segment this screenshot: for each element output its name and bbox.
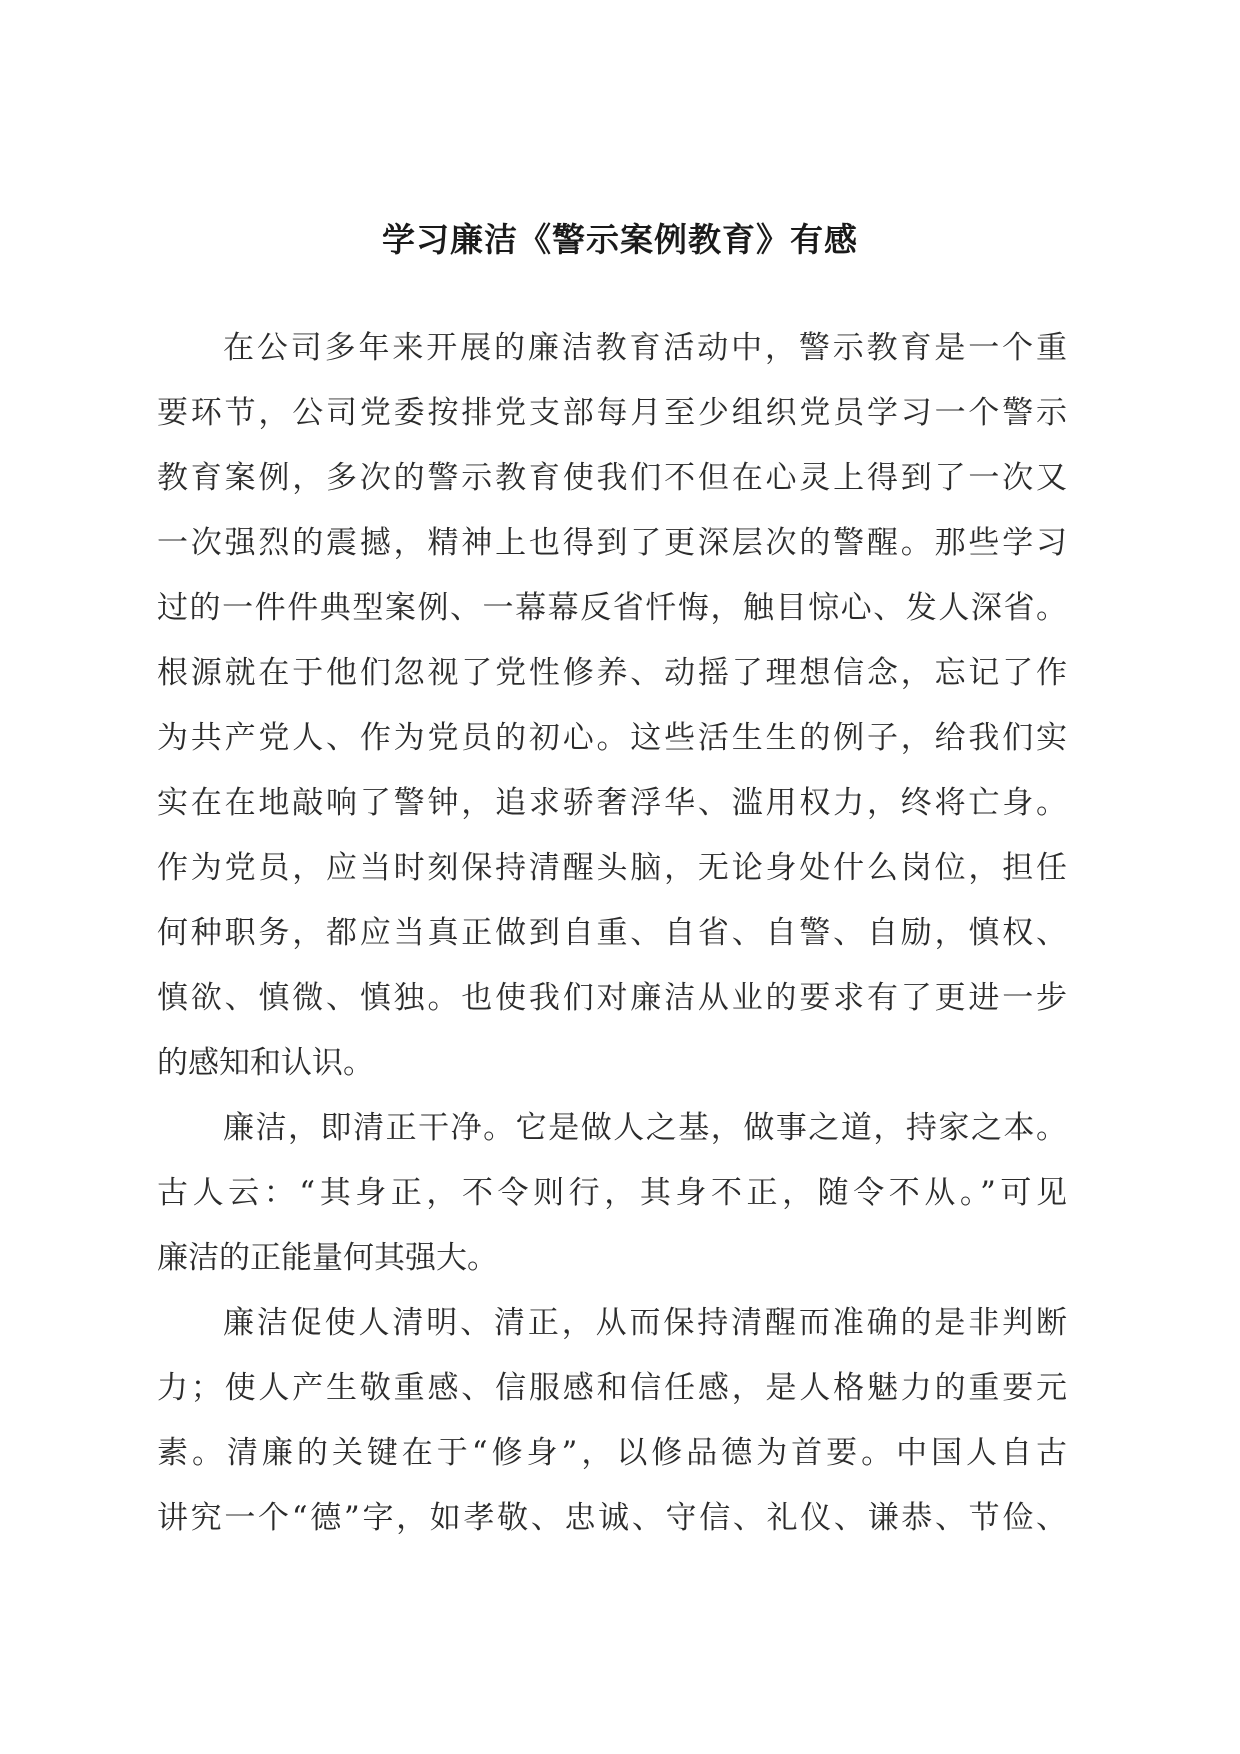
document-body xyxy=(157,316,1067,1551)
paragraph-1-line-9: 作为党员，应当时刻保持清醒头脑，无论身处什么岗位，担任 xyxy=(157,850,1067,886)
document-title: 学习廉洁《警示案例教育》有感 xyxy=(382,220,858,259)
paragraph-3-line-4: 讲究一个“德”字，如孝敬、忠诚、守信、礼仪、谦恭、节俭、 xyxy=(157,1500,1067,1536)
paragraph-1-line-12: 的感知和认识。 xyxy=(157,1045,374,1081)
paragraph-3-line-1: 廉洁促使人清明、清正，从而保持清醒而准确的是非判断 xyxy=(223,1305,1067,1341)
paragraph-1-line-8: 实在在地敲响了警钟，追求骄奢浮华、滥用权力，终将亡身。 xyxy=(157,785,1067,821)
paragraph-1-line-7: 为共产党人、作为党员的初心。这些活生生的例子，给我们实 xyxy=(157,720,1067,756)
paragraph-3-line-3: 素。清廉的关键在于“修身”，以修品德为首要。中国人自古 xyxy=(157,1435,1067,1471)
paragraph-1-line-1: 在公司多年来开展的廉洁教育活动中，警示教育是一个重 xyxy=(223,330,1067,366)
paragraph-1-line-2: 要环节，公司党委按排党支部每月至少组织党员学习一个警示 xyxy=(157,395,1067,431)
paragraph-1-line-6: 根源就在于他们忽视了党性修养、动摇了理想信念，忘记了作 xyxy=(157,655,1067,691)
paragraph-1-line-3: 教育案例，多次的警示教育使我们不但在心灵上得到了一次又 xyxy=(157,460,1067,496)
paragraph-1-line-10: 何种职务，都应当真正做到自重、自省、自警、自励，慎权、 xyxy=(157,915,1067,951)
paragraph-2-line-1: 廉洁，即清正干净。它是做人之基，做事之道，持家之本。 xyxy=(223,1110,1067,1146)
paragraph-1-line-4: 一次强烈的震撼，精神上也得到了更深层次的警醒。那些学习 xyxy=(157,525,1067,561)
paragraph-2-line-3: 廉洁的正能量何其强大。 xyxy=(157,1240,498,1276)
paragraph-2-line-2: 古人云：“其身正，不令则行，其身不正，随令不从。”可见 xyxy=(157,1175,1067,1211)
paragraph-1-line-5: 过的一件件典型案例、一幕幕反省忏悔，触目惊心、发人深省。 xyxy=(157,590,1067,626)
paragraph-1-line-11: 慎欲、慎微、慎独。也使我们对廉洁从业的要求有了更进一步 xyxy=(157,980,1067,1016)
paragraph-3-line-2: 力；使人产生敬重感、信服感和信任感，是人格魅力的重要元 xyxy=(157,1370,1067,1406)
